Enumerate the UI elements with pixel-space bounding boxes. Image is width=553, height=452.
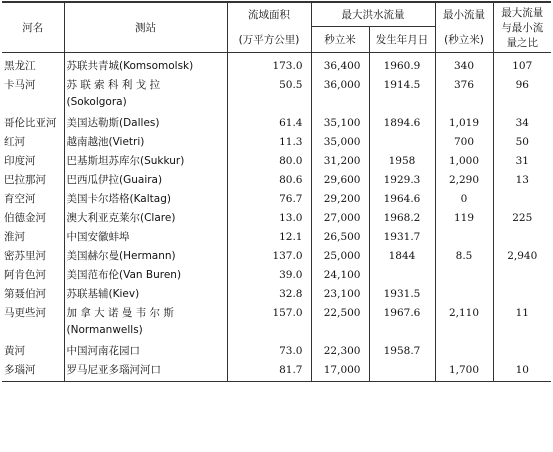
- basin-area: 80.0: [227, 153, 311, 172]
- station-name: 罗马尼亚多瑙河河口: [64, 362, 227, 382]
- max-flow: 25,000: [311, 248, 369, 267]
- table-row: [2, 172, 551, 191]
- basin-area: 13.0: [227, 210, 311, 229]
- flow-ratio: [493, 229, 551, 248]
- table-row: [2, 267, 551, 286]
- flow-ratio: 107: [493, 53, 551, 78]
- flow-ratio: 11: [493, 305, 551, 343]
- max-flow: 26,500: [311, 229, 369, 248]
- min-flow: [435, 229, 493, 248]
- station-name: 美国达勒斯(Dalles): [64, 115, 227, 134]
- table-row: [2, 248, 551, 267]
- header-min-flow-unit: (秒立米): [435, 27, 493, 53]
- header-min-flow: 最小流量: [435, 2, 493, 27]
- flood-flow-table: [2, 1, 551, 382]
- station-name: 巴基斯坦苏库尔(Sukkur): [64, 153, 227, 172]
- flow-ratio: 31: [493, 153, 551, 172]
- table-row: [2, 134, 551, 153]
- min-flow: 119: [435, 210, 493, 229]
- table-row: [2, 305, 551, 343]
- river-name: 黑龙江: [4, 60, 36, 72]
- max-flow: 29,200: [311, 191, 369, 210]
- station-name: 美国范布伦(Van Buren): [64, 267, 227, 286]
- max-flow: 22,500: [311, 305, 369, 343]
- table-row: [2, 115, 551, 134]
- basin-area: 11.3: [227, 134, 311, 153]
- occur-date: 1844: [369, 248, 435, 267]
- river-name: 伯德金河: [4, 212, 46, 224]
- header-station: 测站: [64, 2, 227, 53]
- table-row: [2, 229, 551, 248]
- table-header: [2, 2, 551, 53]
- basin-area: 32.8: [227, 286, 311, 305]
- flow-ratio: 225: [493, 210, 551, 229]
- table-row: [2, 191, 551, 210]
- min-flow: 2,110: [435, 305, 493, 343]
- max-flow: 23,100: [311, 286, 369, 305]
- river-name: 红河: [4, 136, 25, 148]
- occur-date: 1931.7: [369, 229, 435, 248]
- river-name: 哥伦比亚河: [4, 117, 57, 129]
- max-flow: 35,100: [311, 115, 369, 134]
- occur-date: [369, 267, 435, 286]
- river-name: 第聂伯河: [4, 288, 46, 300]
- river-name: 卡马河: [4, 79, 36, 91]
- flow-ratio: [493, 343, 551, 362]
- flow-ratio: [493, 286, 551, 305]
- station-name: [64, 305, 227, 343]
- max-flow: 22,300: [311, 343, 369, 362]
- header-ratio-line1: 最大流量: [501, 7, 544, 19]
- river-name: 淮河: [4, 231, 25, 243]
- basin-area: 81.7: [227, 362, 311, 382]
- occur-date: 1968.2: [369, 210, 435, 229]
- station-name: [64, 77, 227, 115]
- flow-ratio: 10: [493, 362, 551, 382]
- table-row: [2, 153, 551, 172]
- station-name: 苏联基辅(Kiev): [64, 286, 227, 305]
- basin-area: 80.6: [227, 172, 311, 191]
- flow-ratio: 2,940: [493, 248, 551, 267]
- flow-ratio: [493, 191, 551, 210]
- table-row: [2, 343, 551, 362]
- occur-date: [369, 134, 435, 153]
- basin-area: 173.0: [227, 53, 311, 78]
- occur-date: 1960.9: [369, 53, 435, 78]
- flow-ratio: 13: [493, 172, 551, 191]
- min-flow: [435, 267, 493, 286]
- header-area: 流域面积: [227, 2, 311, 27]
- min-flow: 8.5: [435, 248, 493, 267]
- river-name: 育空河: [4, 193, 36, 205]
- min-flow: 700: [435, 134, 493, 153]
- header-ratio-line2: 与最小流: [501, 22, 544, 34]
- station-name-line1: 苏 联 索 科 利 戈 拉: [66, 79, 161, 91]
- max-flow: 27,000: [311, 210, 369, 229]
- station-name-line1: 加 拿 大 诺 曼 韦 尔 斯: [66, 307, 174, 319]
- occur-date: 1914.5: [369, 77, 435, 115]
- max-flow: 31,200: [311, 153, 369, 172]
- river-name: 密苏里河: [4, 250, 46, 262]
- river-name: 印度河: [4, 155, 36, 167]
- occur-date: 1958: [369, 153, 435, 172]
- river-name: 黄河: [4, 345, 25, 357]
- min-flow: 1,000: [435, 153, 493, 172]
- min-flow: 376: [435, 77, 493, 115]
- river-name: 多瑙河: [2, 362, 64, 382]
- station-name-line2: (Normanwells): [66, 324, 143, 336]
- station-name: 苏联共青城(Komsomolsk): [64, 53, 227, 78]
- table-row: [2, 286, 551, 305]
- occur-date: 1964.6: [369, 191, 435, 210]
- basin-area: 12.1: [227, 229, 311, 248]
- header-ratio-line3: 量之比: [506, 37, 538, 49]
- table-row: [2, 210, 551, 229]
- basin-area: 76.7: [227, 191, 311, 210]
- max-flow: 36,400: [311, 53, 369, 78]
- header-occur-date: 发生年月日: [369, 27, 435, 53]
- min-flow: 0: [435, 191, 493, 210]
- basin-area: 157.0: [227, 305, 311, 343]
- header-area-unit: (万平方公里): [227, 27, 311, 53]
- occur-date: [369, 362, 435, 382]
- max-flow: 17,000: [311, 362, 369, 382]
- occur-date: 1931.5: [369, 286, 435, 305]
- occur-date: 1958.7: [369, 343, 435, 362]
- table-row: [2, 362, 551, 382]
- station-name: 中国安徽蚌埠: [64, 229, 227, 248]
- flow-ratio: 34: [493, 115, 551, 134]
- max-flow: 24,100: [311, 267, 369, 286]
- header-ratio: [493, 2, 551, 53]
- station-name: 越南越池(Vietri): [64, 134, 227, 153]
- station-name: 中国河南花园口: [64, 343, 227, 362]
- min-flow: 340: [435, 53, 493, 78]
- min-flow: 2,290: [435, 172, 493, 191]
- basin-area: 61.4: [227, 115, 311, 134]
- occur-date: 1929.3: [369, 172, 435, 191]
- table-row: [2, 53, 551, 78]
- max-flow: 35,000: [311, 134, 369, 153]
- station-name: 美国赫尔曼(Hermann): [64, 248, 227, 267]
- min-flow: [435, 343, 493, 362]
- occur-date: 1967.6: [369, 305, 435, 343]
- min-flow: 1,700: [435, 362, 493, 382]
- basin-area: 50.5: [227, 77, 311, 115]
- header-max-flood: 最大洪水流量: [311, 2, 435, 27]
- header-max-flow-unit: 秒立米: [311, 27, 369, 53]
- occur-date: 1894.6: [369, 115, 435, 134]
- table-body: [2, 53, 551, 382]
- min-flow: [435, 286, 493, 305]
- max-flow: 29,600: [311, 172, 369, 191]
- flow-ratio: [493, 267, 551, 286]
- river-name: 阿肯色河: [4, 269, 46, 281]
- table-row: [2, 77, 551, 115]
- max-flow: 36,000: [311, 77, 369, 115]
- river-name: 马更些河: [4, 307, 46, 319]
- header-river: 河名: [22, 22, 44, 34]
- river-name: 巴拉那河: [4, 174, 46, 186]
- basin-area: 137.0: [227, 248, 311, 267]
- min-flow: 1,019: [435, 115, 493, 134]
- flow-ratio: 96: [493, 77, 551, 115]
- station-name: 巴西瓜伊拉(Guaira): [64, 172, 227, 191]
- station-name: 美国卡尔塔格(Kaltag): [64, 191, 227, 210]
- basin-area: 73.0: [227, 343, 311, 362]
- basin-area: 39.0: [227, 267, 311, 286]
- station-name: 澳大利亚克莱尔(Clare): [64, 210, 227, 229]
- flow-ratio: 50: [493, 134, 551, 153]
- station-name-line2: (Sokolgora): [66, 96, 127, 108]
